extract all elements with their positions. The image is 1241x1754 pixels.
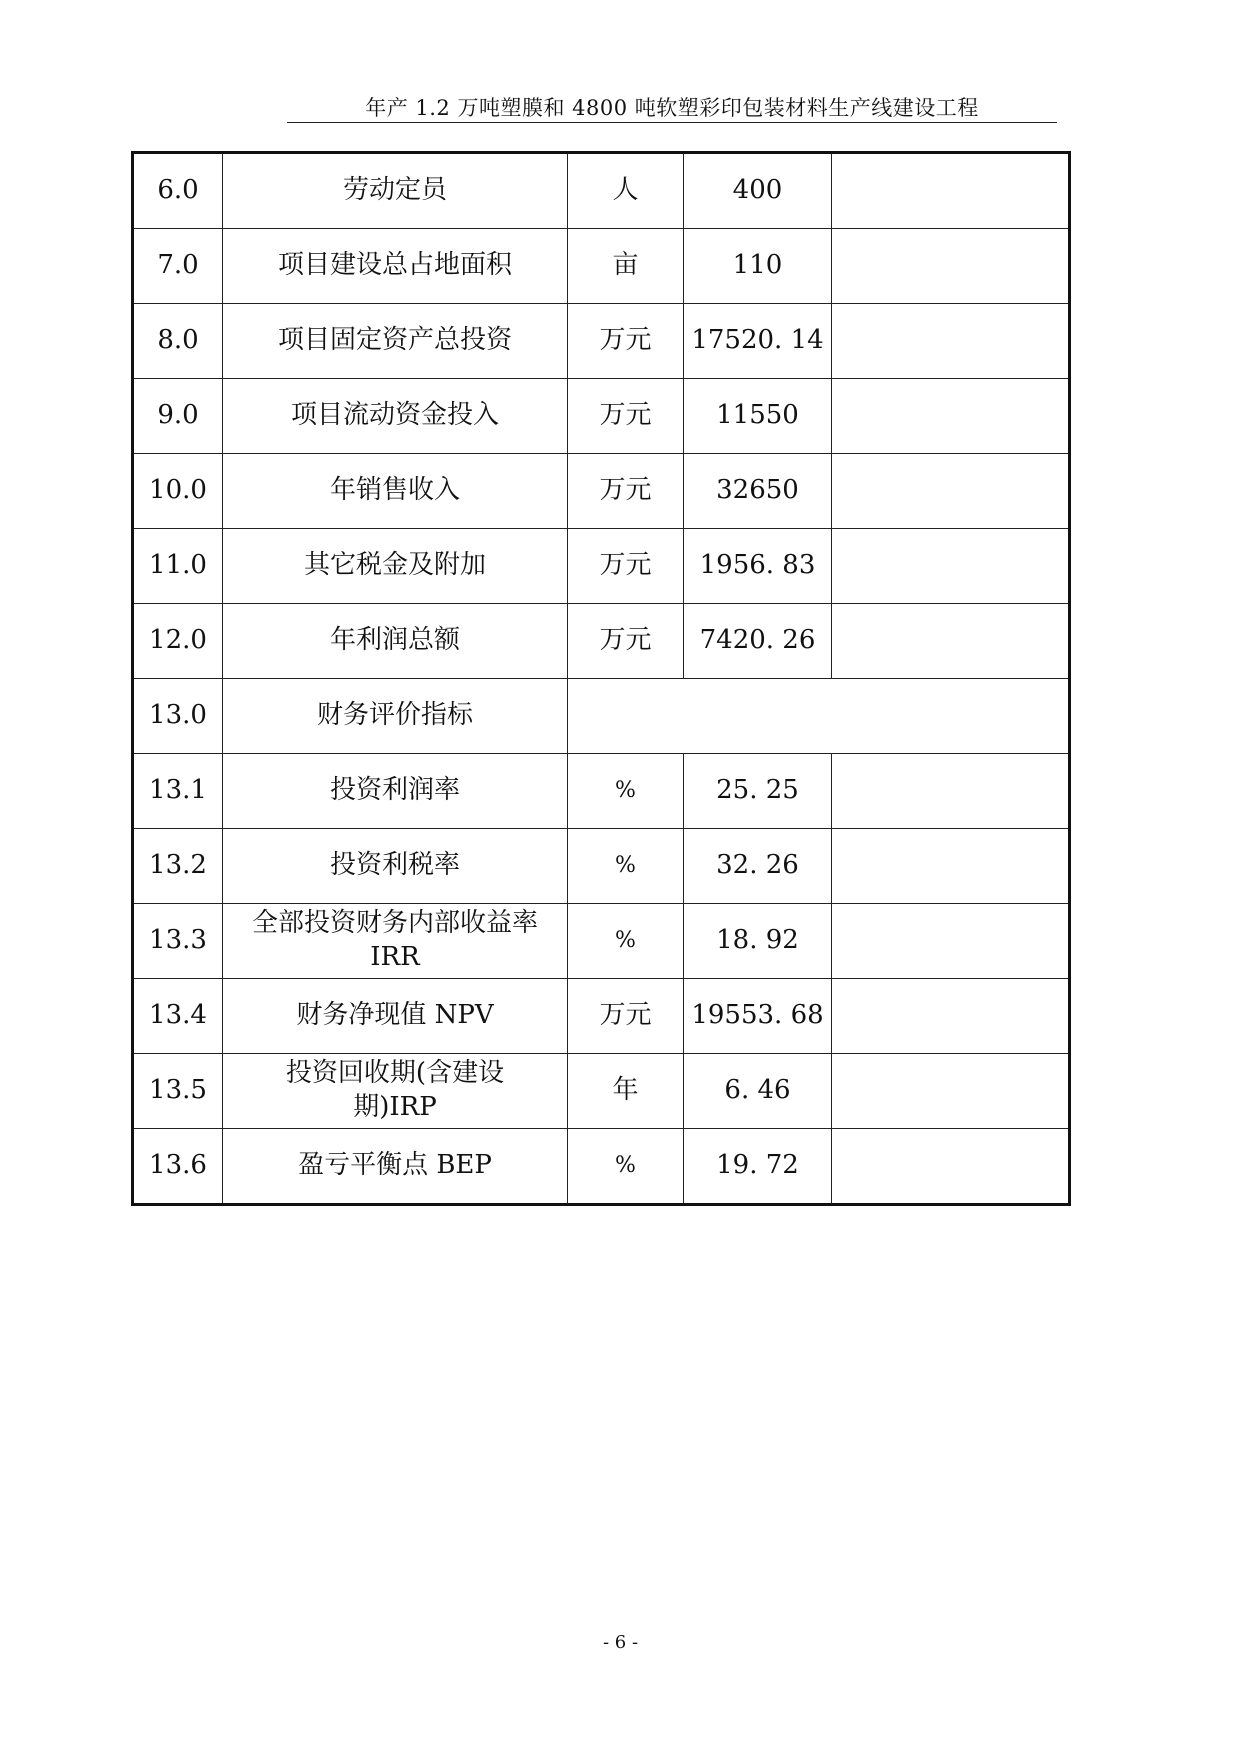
table-row — [133, 1054, 1070, 1129]
row-number: 13.0 — [133, 679, 223, 754]
row-value: 19553. 68 — [684, 979, 832, 1054]
row-unit: 万元 — [568, 379, 684, 454]
row-value: 11550 — [684, 379, 832, 454]
row-value: 110 — [684, 229, 832, 304]
row-item: 财务净现值 NPV — [223, 979, 568, 1054]
table-row — [133, 304, 1070, 379]
row-note — [832, 1129, 1070, 1205]
row-value: 17520. 14 — [684, 304, 832, 379]
row-number: 8.0 — [133, 304, 223, 379]
row-item: 项目流动资金投入 — [223, 379, 568, 454]
row-item: 财务评价指标 — [223, 679, 568, 754]
row-merged-blank — [568, 679, 1070, 754]
row-number: 13.1 — [133, 754, 223, 829]
row-note — [832, 904, 1070, 979]
table-row — [133, 604, 1070, 679]
row-value: 400 — [684, 153, 832, 229]
row-item-line: 全部投资财务内部收益率 — [251, 908, 538, 939]
row-number: 13.6 — [133, 1129, 223, 1205]
row-note — [832, 1054, 1070, 1129]
row-value: 7420. 26 — [684, 604, 832, 679]
row-note — [832, 979, 1070, 1054]
row-note — [832, 229, 1070, 304]
row-unit: 亩 — [568, 229, 684, 304]
table-row — [133, 529, 1070, 604]
row-unit: 人 — [568, 153, 684, 229]
row-unit: % — [568, 754, 684, 829]
row-note — [832, 829, 1070, 904]
row-item — [223, 1054, 568, 1129]
row-note — [832, 153, 1070, 229]
row-number: 6.0 — [133, 153, 223, 229]
row-value: 1956. 83 — [684, 529, 832, 604]
row-item-line: 期)IRP — [353, 1092, 437, 1122]
row-unit: 万元 — [568, 529, 684, 604]
row-item: 投资利润率 — [223, 754, 568, 829]
row-number: 13.4 — [133, 979, 223, 1054]
row-item: 年销售收入 — [223, 454, 568, 529]
row-value: 32650 — [684, 454, 832, 529]
row-unit: % — [568, 1129, 684, 1205]
row-value: 18. 92 — [684, 904, 832, 979]
row-item: 项目固定资产总投资 — [223, 304, 568, 379]
row-number: 10.0 — [133, 454, 223, 529]
row-value: 19. 72 — [684, 1129, 832, 1205]
indicator-table — [131, 151, 1071, 1206]
row-item-line: 投资回收期(含建设 — [285, 1058, 505, 1089]
row-note — [832, 604, 1070, 679]
row-item-line: IRR — [370, 942, 420, 972]
row-number: 12.0 — [133, 604, 223, 679]
row-number: 13.2 — [133, 829, 223, 904]
row-value: 6. 46 — [684, 1054, 832, 1129]
row-item: 其它税金及附加 — [223, 529, 568, 604]
row-note — [832, 529, 1070, 604]
row-note — [832, 304, 1070, 379]
row-unit: % — [568, 829, 684, 904]
table-row — [133, 829, 1070, 904]
page-header-title: 年产 1.2 万吨塑膜和 4800 吨软塑彩印包装材料生产线建设工程 — [365, 96, 979, 120]
row-note — [832, 754, 1070, 829]
row-value: 32. 26 — [684, 829, 832, 904]
row-item: 盈亏平衡点 BEP — [223, 1129, 568, 1205]
table-row — [133, 904, 1070, 979]
table-row — [133, 454, 1070, 529]
row-number: 13.5 — [133, 1054, 223, 1129]
row-number: 7.0 — [133, 229, 223, 304]
row-unit: % — [568, 904, 684, 979]
table-row — [133, 754, 1070, 829]
row-item: 项目建设总占地面积 — [223, 229, 568, 304]
row-number: 11.0 — [133, 529, 223, 604]
row-item — [223, 904, 568, 979]
table-row — [133, 379, 1070, 454]
row-item: 年利润总额 — [223, 604, 568, 679]
row-unit: 年 — [568, 1054, 684, 1129]
row-item: 投资利税率 — [223, 829, 568, 904]
header-rule — [287, 122, 1057, 123]
row-unit: 万元 — [568, 604, 684, 679]
row-note — [832, 379, 1070, 454]
table-row — [133, 1129, 1070, 1205]
row-item: 劳动定员 — [223, 153, 568, 229]
table-row — [133, 153, 1070, 229]
row-unit: 万元 — [568, 979, 684, 1054]
row-value: 25. 25 — [684, 754, 832, 829]
row-note — [832, 454, 1070, 529]
row-unit: 万元 — [568, 454, 684, 529]
row-number: 9.0 — [133, 379, 223, 454]
table-row — [133, 979, 1070, 1054]
table-row — [133, 229, 1070, 304]
row-unit: 万元 — [568, 304, 684, 379]
table-row-section — [133, 679, 1070, 754]
page-number: - 6 - — [602, 1632, 639, 1653]
row-number: 13.3 — [133, 904, 223, 979]
